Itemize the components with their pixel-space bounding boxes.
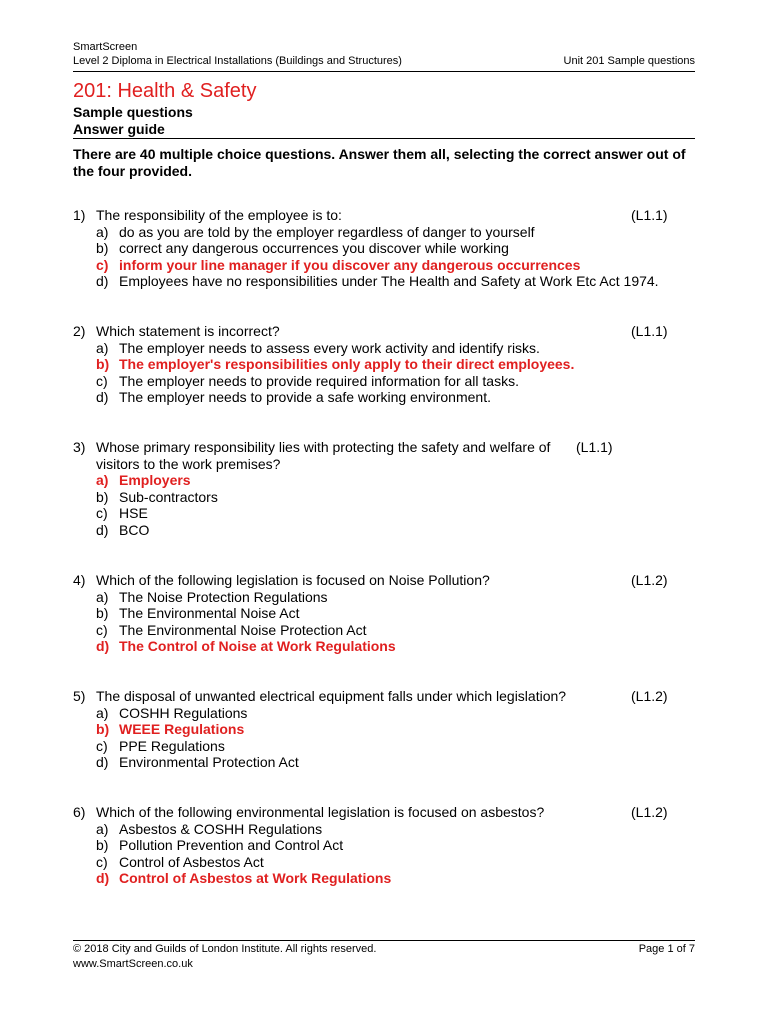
page-footer — [73, 942, 695, 972]
question-learning-ref: (L1.2) — [631, 572, 668, 588]
question-number: 5) — [73, 688, 86, 704]
header-brand: SmartScreen — [73, 41, 138, 53]
answer-option — [73, 605, 695, 622]
intro-text: There are 40 multiple choice questions. Answer them all, selecting the correct answer out of the four provided. — [73, 146, 686, 179]
option-letter: d) — [96, 638, 110, 655]
answer-option — [73, 340, 695, 357]
option-letter: d) — [96, 389, 109, 406]
option-letter: a) — [96, 704, 109, 721]
option-letter: d) — [96, 754, 109, 771]
answer-option — [73, 589, 695, 606]
question-4 — [73, 572, 695, 655]
answer-option — [73, 373, 695, 390]
question-number: 2) — [73, 323, 86, 339]
question-text: Which of the following legislation is focused on Noise Pollution? — [96, 572, 490, 588]
option-letter: d) — [96, 870, 110, 887]
answer-option-correct — [73, 870, 695, 887]
question-number: 4) — [73, 572, 86, 588]
question-number: 6) — [73, 804, 86, 820]
option-text: Employers — [119, 472, 191, 489]
option-text: do as you are told by the employer regardless of danger to yourself — [119, 223, 535, 240]
question-learning-ref: (L1.2) — [631, 804, 668, 820]
question-number: 1) — [73, 207, 86, 223]
question-5 — [73, 688, 695, 771]
option-text: PPE Regulations — [119, 737, 225, 754]
option-letter: c) — [96, 372, 108, 389]
answer-option-correct — [73, 257, 695, 274]
option-text: The employer needs to provide required information for all tasks. — [119, 372, 519, 389]
option-letter: b) — [96, 240, 109, 257]
question-text: The responsibility of the employee is to: — [96, 207, 342, 223]
answer-option-correct — [73, 356, 695, 373]
question-learning-ref: (L1.1) — [576, 439, 613, 455]
option-text: HSE — [119, 505, 148, 522]
answer-option — [73, 224, 695, 241]
option-text: Pollution Prevention and Control Act — [119, 837, 344, 854]
answer-option — [73, 854, 695, 871]
option-text: WEEE Regulations — [119, 721, 245, 738]
answer-option — [73, 705, 695, 722]
option-letter: a) — [96, 820, 109, 837]
footer-copyright: © 2018 City and Guilds of London Institute. All rights reserved. — [73, 943, 377, 955]
option-letter: b) — [96, 605, 109, 622]
option-text: The Environmental Noise Protection Act — [119, 621, 367, 638]
page-title: 201: Health & Safety — [73, 80, 257, 102]
question-text: Which statement is incorrect? — [96, 323, 280, 339]
question-text: Which of the following environmental legislation is focused on asbestos? — [96, 804, 545, 820]
option-text: COSHH Regulations — [119, 704, 248, 721]
question-text: Whose primary responsibility lies with protecting the safety and welfare of visitors to the work premises? — [96, 439, 551, 472]
option-letter: c) — [96, 853, 108, 870]
question-learning-ref: (L1.1) — [631, 207, 668, 223]
answer-option — [73, 622, 695, 639]
answer-option-correct — [73, 472, 695, 489]
question-6 — [73, 804, 695, 887]
question-2 — [73, 323, 695, 406]
option-text: The Noise Protection Regulations — [119, 588, 328, 605]
option-letter: b) — [96, 837, 109, 854]
option-text: Control of Asbestos at Work Regulations — [119, 870, 392, 887]
footer-rule — [73, 940, 695, 941]
option-letter: d) — [96, 273, 109, 290]
subtitle-answer-guide: Answer guide — [73, 121, 165, 137]
answer-option — [73, 754, 695, 771]
footer-page-number: Page 1 of 7 — [638, 943, 695, 955]
option-text: inform your line manager if you discover any dangerous occurrences — [119, 256, 581, 273]
option-letter: a) — [96, 223, 109, 240]
option-letter: a) — [96, 472, 109, 489]
header-unit: Unit 201 Sample questions — [563, 55, 695, 67]
option-letter: c) — [96, 621, 108, 638]
subtitle-block — [73, 104, 193, 138]
answer-option — [73, 489, 695, 506]
answer-option — [73, 273, 695, 290]
question-learning-ref: (L1.1) — [631, 323, 668, 339]
option-letter: a) — [96, 588, 109, 605]
answer-option — [73, 821, 695, 838]
page-header — [73, 40, 695, 68]
answer-option-correct — [73, 638, 695, 655]
option-letter: d) — [96, 521, 109, 538]
option-text: Control of Asbestos Act — [119, 853, 264, 870]
answer-option — [73, 240, 695, 257]
option-letter: c) — [96, 737, 108, 754]
option-letter: b) — [96, 721, 110, 738]
option-text: correct any dangerous occurrences you discover while working — [119, 240, 509, 257]
answer-option — [73, 505, 695, 522]
answer-option-correct — [73, 721, 695, 738]
option-text: Sub-contractors — [119, 488, 218, 505]
answer-option — [73, 837, 695, 854]
option-letter: b) — [96, 356, 110, 373]
option-text: Environmental Protection Act — [119, 754, 299, 771]
option-text: The Environmental Noise Act — [119, 605, 300, 622]
question-1 — [73, 207, 695, 290]
option-text: The employer needs to provide a safe working environment. — [119, 389, 491, 406]
title-rule — [73, 138, 695, 139]
question-text: The disposal of unwanted electrical equipment falls under which legislation? — [96, 688, 567, 704]
answer-option — [73, 389, 695, 406]
option-text: Employees have no responsibilities under The Health and Safety at Work Etc Act 1974. — [119, 273, 659, 290]
option-text: The employer needs to assess every work activity and identify risks. — [119, 339, 540, 356]
option-letter: c) — [96, 256, 109, 273]
question-learning-ref: (L1.2) — [631, 688, 668, 704]
subtitle-sample-questions: Sample questions — [73, 104, 193, 120]
footer-url: www.SmartScreen.co.uk — [73, 958, 193, 970]
question-number: 3) — [73, 439, 86, 455]
option-letter: b) — [96, 488, 109, 505]
answer-option — [73, 738, 695, 755]
header-rule — [73, 71, 695, 72]
option-letter: c) — [96, 505, 108, 522]
question-3 — [73, 439, 695, 539]
option-letter: a) — [96, 339, 109, 356]
option-text: BCO — [119, 521, 150, 538]
answer-option — [73, 522, 695, 539]
option-text: Asbestos & COSHH Regulations — [119, 820, 323, 837]
option-text: The employer's responsibilities only apply to their direct employees. — [119, 356, 575, 373]
header-course: Level 2 Diploma in Electrical Installations (Buildings and Structures) — [73, 55, 402, 67]
option-text: The Control of Noise at Work Regulations — [119, 638, 396, 655]
